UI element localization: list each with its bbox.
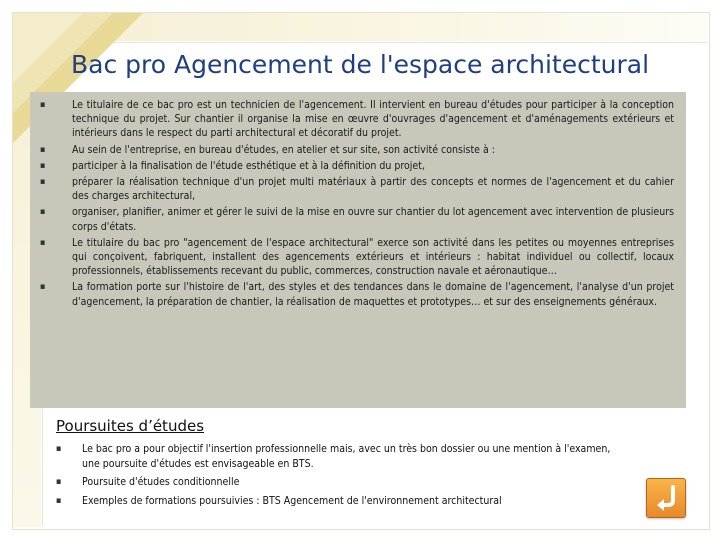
bullet-icon: ▪ xyxy=(40,144,46,155)
list-item: ▪ organiser, planifier, animer et gérer le suivi de la mise en ouvre sur chantier du lot agencement avec intervention de plusieurs corps d'états. xyxy=(40,206,674,233)
list-item: ▪ La formation porte sur l'histoire de l'art, des styles et des tendances dans le domaine de l'agencement, l'analyse d'un projet d'agencement, la préparation de chantier, la réalisation de maquettes et prototypes… et sur des enseignements généraux. xyxy=(40,281,674,308)
list-item: ▪ Le titulaire de ce bac pro est un technicien de l'agencement. Il intervient en bureau d'études pour participer à la conception technique du projet. Sur chantier il organise la mise en œuvre d'ouvrages d'agencement et d'aménagements extérieurs et intérieurs dans le respect du parti architectural et décoratif du projet. xyxy=(40,99,674,140)
bullet-icon: ▪ xyxy=(40,177,46,188)
bullet-icon: ▪ xyxy=(40,160,46,171)
list-item: ▪ Exemples de formations poursuivies : BTS Agencement de l'environnement architectural xyxy=(56,494,502,507)
poursuites-list xyxy=(56,442,616,508)
description-list xyxy=(30,92,686,309)
list-item: ▪ Au sein de l'entreprise, en bureau d'études, en atelier et sur site, son activité consiste à : xyxy=(40,143,495,156)
poursuites-list-container xyxy=(56,442,616,512)
list-item: ▪ participer à la finalisation de l'étude esthétique et à la définition du projet, xyxy=(40,159,425,172)
bullet-icon: ▪ xyxy=(40,282,46,293)
list-item: ▪ préparer la réalisation technique d'un projet multi matériaux à partir des concepts et normes de l'agencement et du cahier des charges architectural, xyxy=(40,176,674,203)
bullet-icon: ▪ xyxy=(40,237,46,248)
bullet-icon: ▪ xyxy=(56,444,62,454)
return-button[interactable] xyxy=(646,478,686,518)
bullet-icon: ▪ xyxy=(56,495,62,506)
bullet-icon: ▪ xyxy=(40,207,46,218)
bullet-icon: ▪ xyxy=(56,477,62,487)
bullet-icon: ▪ xyxy=(40,100,46,110)
list-item: ▪ Le bac pro a pour objectif l'insertion professionnelle mais, avec un très bon dossier ou une mention à l'examen, une poursuite d'études est envisageable en BTS. xyxy=(56,443,611,470)
return-arrow-icon xyxy=(653,484,679,512)
list-item: ▪ Poursuite d'études conditionnelle xyxy=(56,476,240,488)
poursuites-heading: Poursuites d’études xyxy=(56,417,205,435)
description-panel xyxy=(30,92,686,408)
list-item: ▪ Le titulaire du bac pro "agencement de l'espace architectural" exerce son activité dans les petites ou moyennes entreprises qui conçoivent, fabriquent, installent des agencements extérieurs et intérieurs : habitat individuel ou collectif, locaux professionnels, établissements recevant du public, commerces, construction navale et aéronautique… xyxy=(40,236,674,278)
slide-title: Bac pro Agencement de l'espace architectural xyxy=(70,50,650,79)
